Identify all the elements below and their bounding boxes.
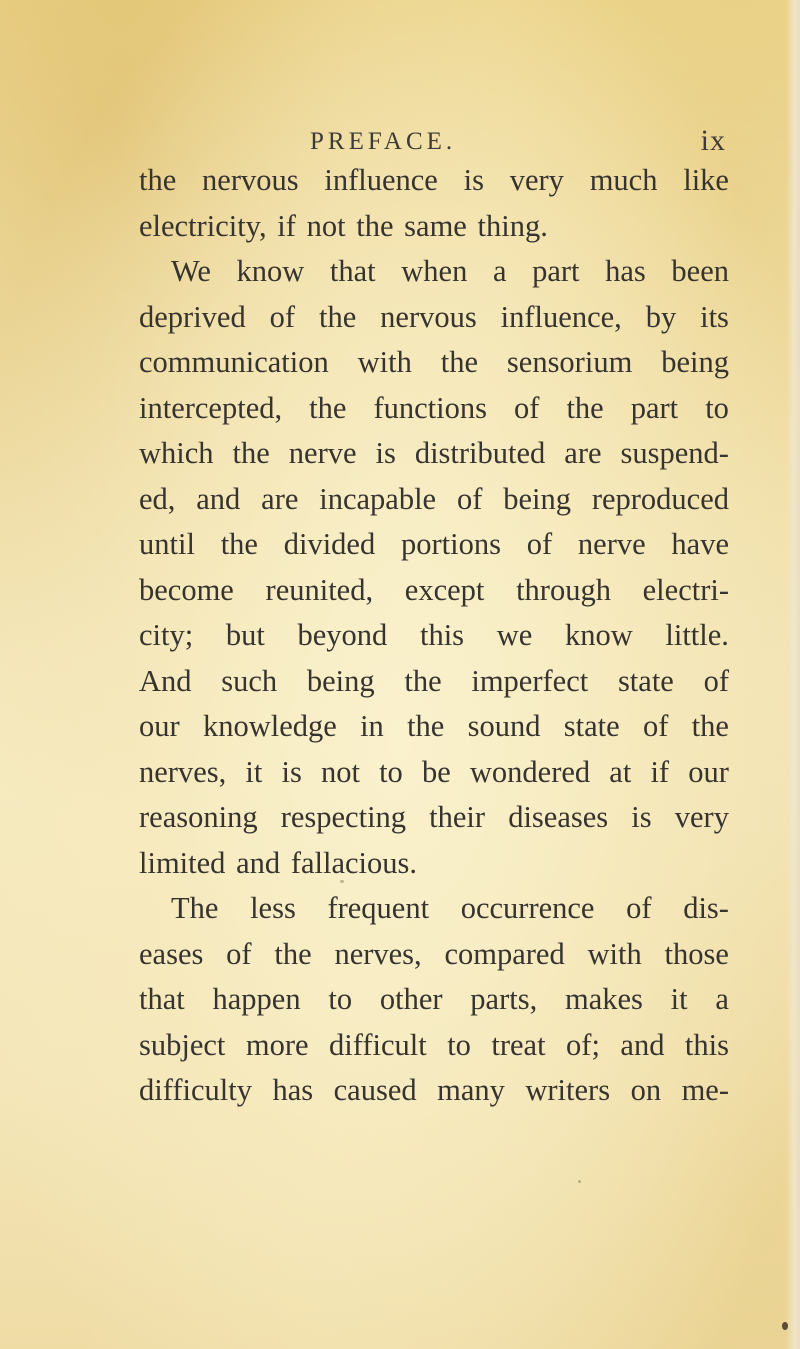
- text-line: eases of the nerves, compared with those: [139, 936, 729, 971]
- body-text: [139, 158, 729, 1114]
- text-line: that happen to other parts, makes it a: [139, 982, 729, 1016]
- text-line: communication with the sensorium being: [139, 345, 729, 379]
- text-line: the nervous influence is very much like: [139, 163, 729, 197]
- text-line: deprived of the nervous influence, by its: [139, 299, 729, 334]
- text-line: ed, and are incapable of being reproduced: [139, 481, 729, 516]
- text-line: We know that when a part has been: [171, 254, 729, 288]
- text-line: reasoning respecting their diseases is very: [139, 800, 729, 834]
- page-number: ix: [700, 124, 726, 157]
- text-line: become reunited, except through electri-: [139, 572, 729, 607]
- text-line: electricity, if not the same thing.: [139, 208, 548, 243]
- text-line: And such being the imperfect state of: [139, 663, 729, 698]
- foxing-spot: [340, 880, 344, 883]
- text-line: which the nerve is distributed are suspend-: [139, 436, 729, 470]
- text-line: difficulty has caused many writers on me-: [139, 1073, 729, 1107]
- text-line: until the divided portions of nerve have: [139, 527, 729, 561]
- text-line: The less frequent occurrence of dis-: [171, 891, 729, 925]
- text-line: subject more difficult to treat of; and this: [139, 1027, 729, 1062]
- text-line: city; but beyond this we know little.: [139, 618, 729, 652]
- foxing-spot: [578, 1180, 581, 1183]
- page-edge: [786, 0, 800, 1349]
- running-title: PREFACE.: [310, 128, 457, 155]
- text-line: nerves, it is not to be wondered at if our: [139, 754, 729, 789]
- text-line: our knowledge in the sound state of the: [139, 709, 729, 743]
- text-line: limited and fallacious.: [139, 845, 417, 880]
- foxing-spot: [782, 1322, 788, 1330]
- text-line: intercepted, the functions of the part to: [139, 390, 729, 425]
